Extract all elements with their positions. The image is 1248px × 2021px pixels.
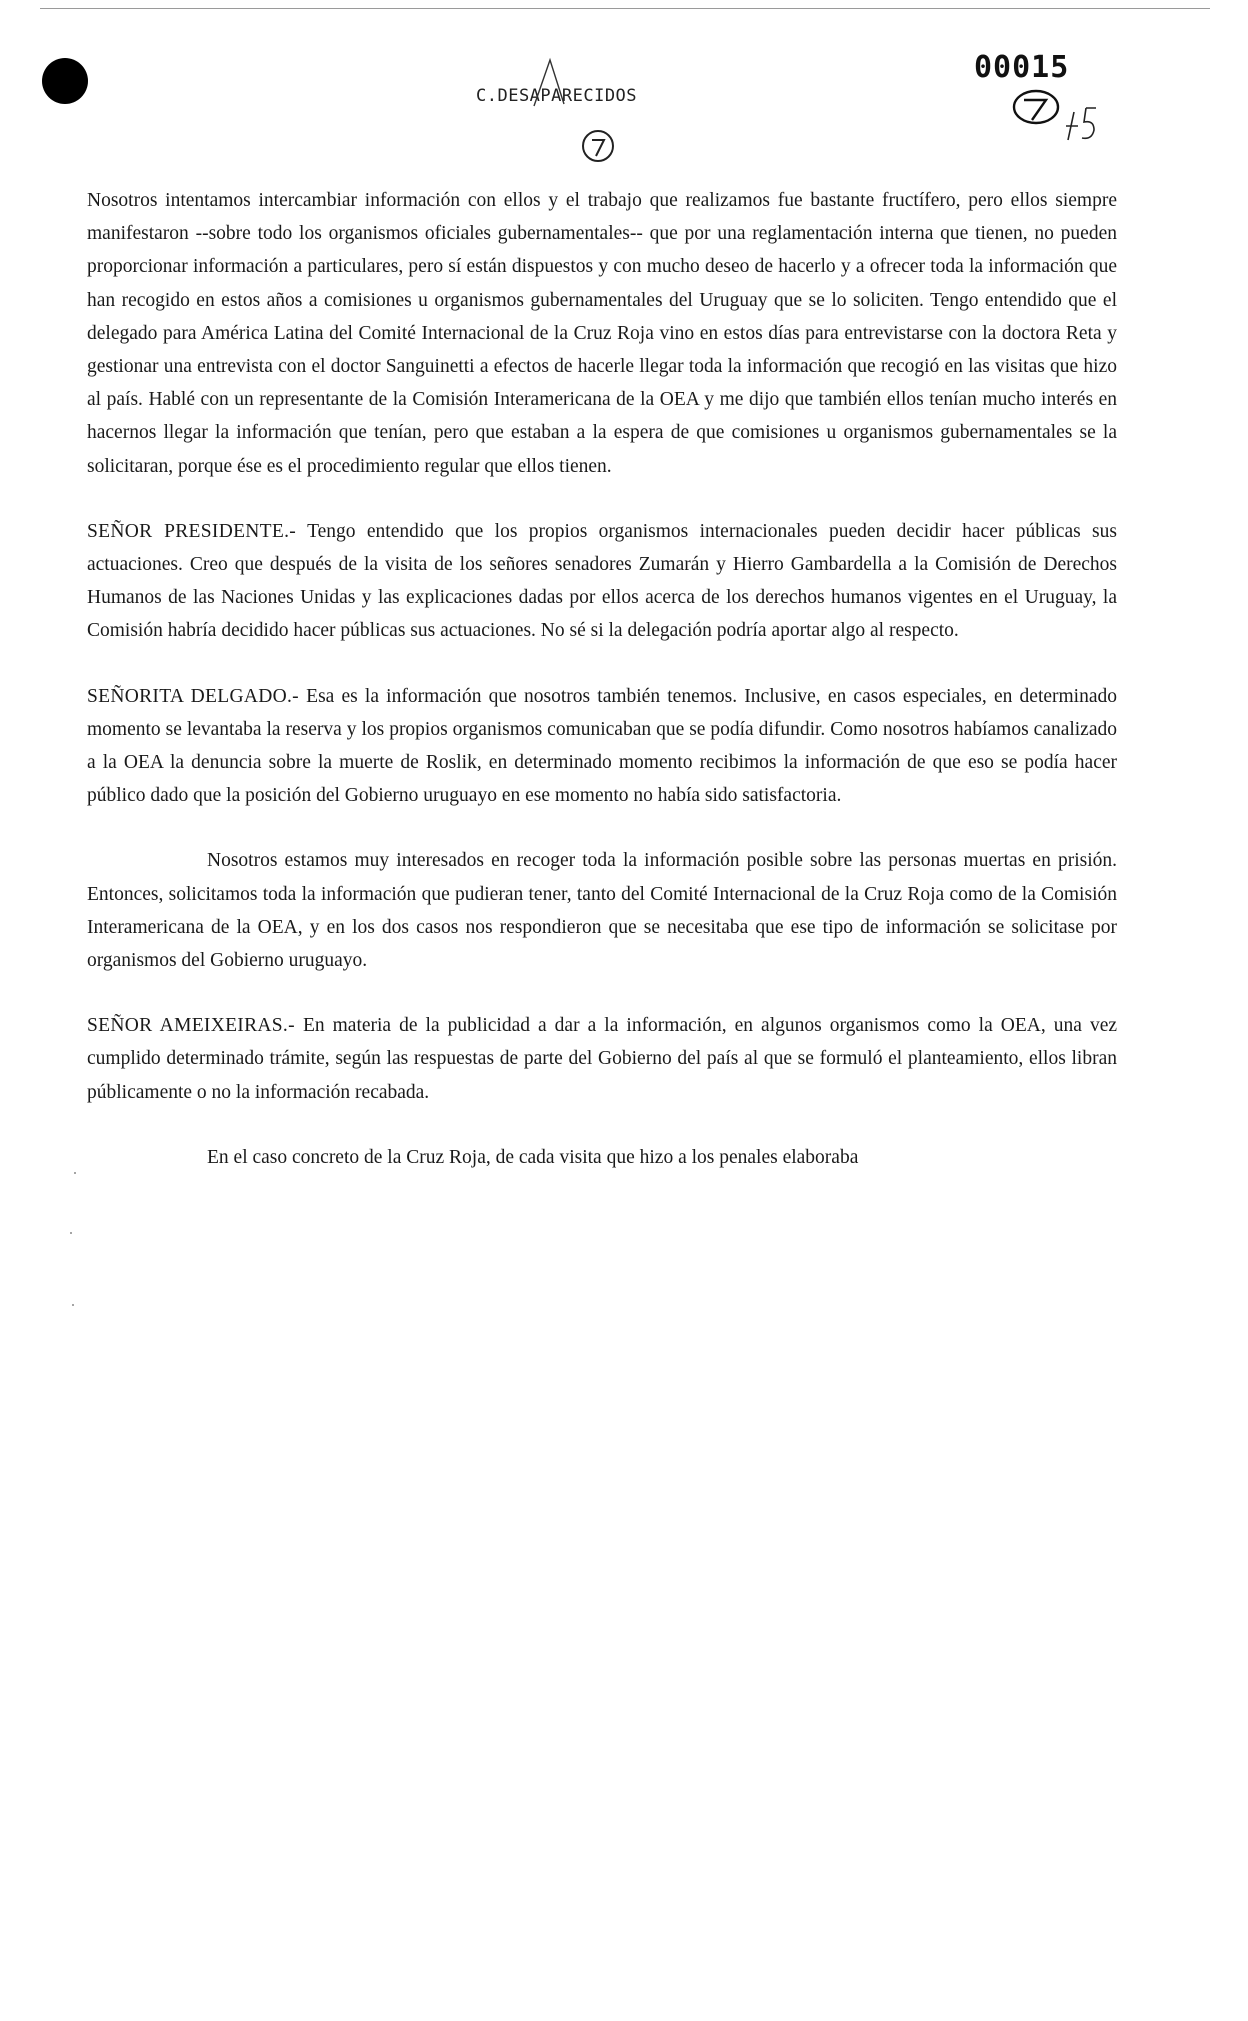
paragraph-4-text: Nosotros estamos muy interesados en recoger toda la información posible sobre las personas muertas en prisión. Entonces, solicitamos toda la información que pudieran tener, tanto del Comité Internacional de la Cruz Roja como de la Comisión Interamericana de la OEA, y en los dos casos nos respondieron que se necesitaba que ese tipo de información se solicitase por organismos del Gobierno uruguayo.	[87, 850, 1117, 972]
paragraph-6	[87, 1141, 1117, 1174]
scan-speck	[70, 1232, 72, 1234]
paragraph-2-text: Tengo entendido que los propios organismos internacionales pueden decidir hacer públicas sus actuaciones. Creo que después de la visita de los señores senadores Zumarán y Hierro Gambardella a la Comisión de Derechos Humanos de las Naciones Unidas y las explicaciones dadas por ellos acerca de los derechos humanos vigentes en el Uruguay, la Comisión habría decidido hacer públicas sus actuaciones. No sé si la delegación podría aportar algo al respecto.	[87, 520, 1117, 642]
handwritten-circled-number	[578, 126, 618, 166]
paragraph-1	[87, 184, 1117, 483]
paragraph-3	[87, 680, 1117, 813]
speaker-label: SEÑOR PRESIDENTE.-	[87, 520, 297, 542]
top-edge-rule	[40, 8, 1210, 9]
scan-speck	[72, 1304, 74, 1306]
paragraph-6-text: En el caso concreto de la Cruz Roja, de cada visita que hizo a los penales elaboraba	[207, 1146, 859, 1168]
paragraph-2	[87, 515, 1117, 648]
transcript-body	[87, 184, 1117, 1206]
paragraph-5-text: En materia de la publicidad a dar a la información, en algunos organismos como la OEA, una vez cumplido determinado trámite, según las respuestas de parte del Gobierno del país al que se formuló el planteamiento, ellos libran públicamente o no la información recabada.	[87, 1015, 1117, 1103]
speaker-label: SEÑOR AMEIXEIRAS.-	[87, 1015, 295, 1037]
speaker-label: SEÑORITA DELGADO.-	[87, 685, 299, 707]
handwritten-page-number	[1062, 100, 1102, 144]
scan-speck	[74, 1172, 76, 1174]
document-number: 00015	[974, 50, 1070, 85]
paragraph-3-text: Esa es la información que nosotros también tenemos. Inclusive, en casos especiales, en determinado momento se levantaba la reserva y los propios organismos comunicaban que se podía difundir. Como nosotros habíamos canalizado a la OEA la denuncia sobre la muerte de Roslik, en determinado momento recibimos la información de que eso se podía hacer público dado que la posición del Gobierno uruguayo en ese momento no había sido satisfactoria.	[87, 685, 1118, 807]
paragraph-1-text: Nosotros intentamos intercambiar información con ellos y el trabajo que realizamos fue bastante fructífero, pero ellos siempre manifestaron --sobre todo los organismos oficiales gubernamentales-- que por una reglamentación interna que tienen, no pueden proporcionar información a particulares, pero sí están dispuestos y con mucho deseo de hacerlo y a ofrecer toda la información que han recogido en estos años a comisiones u organismos gubernamentales del Uruguay que se lo soliciten. Tengo entendido que el delegado para América Latina del Comité Internacional de la Cruz Roja vino en estos días para entrevistarse con la doctora Reta y gestionar una entrevista con el doctor Sanguinetti a efectos de hacerle llegar toda la información que recogió en las visitas que hizo al país. Hablé con un representante de la Comisión Interamericana de la OEA y me dijo que también ellos tenían mucho interés en hacernos llegar la información que tenían, pero que estaban a la espera de que comisiones u organismos gubernamentales se la solicitaran, porque ése es el procedimiento regular que ellos tienen.	[87, 190, 1117, 477]
punch-hole	[42, 58, 88, 104]
handwritten-circled-page-mark	[1010, 86, 1064, 128]
paragraph-4	[87, 844, 1117, 977]
handwritten-caret-mark	[530, 56, 570, 108]
paragraph-5	[87, 1009, 1117, 1109]
file-label: C.DESAPARECIDOS	[476, 86, 638, 106]
